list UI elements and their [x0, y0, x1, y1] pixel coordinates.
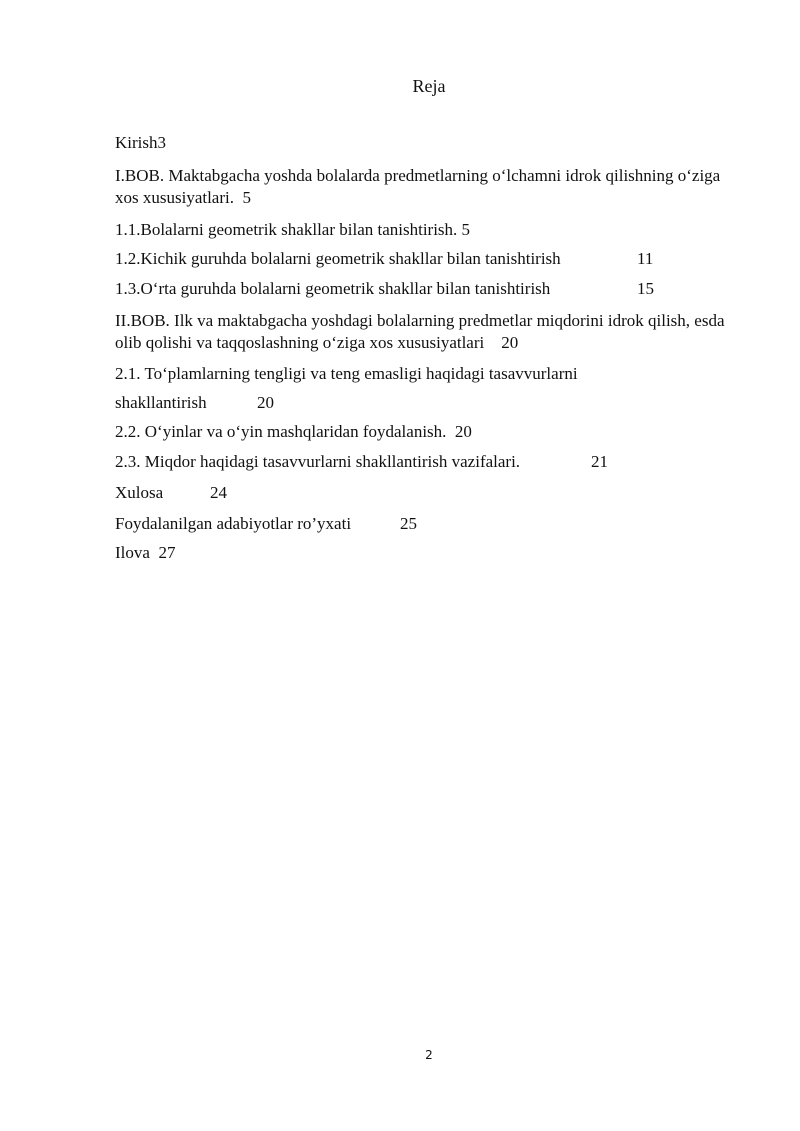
toc-entry-text: Kirish	[115, 133, 158, 152]
toc-entry-text: 1.2.Kichik guruhda bolalarni geometrik shakllar bilan tanishtirish	[115, 249, 561, 268]
toc-entry-2-3	[115, 451, 608, 473]
toc-entry-text: 2.3. Miqdor haqidagi tasavvurlarni shakllantirish vazifalari.	[115, 452, 521, 471]
toc-entry-page: 15	[637, 279, 654, 298]
toc-entry-text-line1: 2.1. To‘plamlarning tengligi va teng emasligi haqidagi tasavvurlarni	[115, 364, 578, 383]
toc-entry-page: 27	[158, 543, 176, 562]
toc-entry-text: I.BOB. Maktabgacha yoshda bolalarda predmetlarning o‘lchamni idrok qilishning o‘ziga xos xususiyatlari.	[115, 166, 721, 207]
toc-entry-1-3	[115, 278, 654, 300]
toc-entry-bob-1	[115, 165, 735, 209]
toc-entry-page: 5	[242, 188, 251, 207]
toc-entry-page: 5	[461, 220, 471, 239]
toc-entry-text: Ilova	[115, 543, 150, 562]
toc-entry-text: 2.2. O‘yinlar va o‘yin mashqlaridan foydalanish.	[115, 422, 447, 441]
toc-entry-bob-2	[115, 310, 735, 354]
toc-entry-text: II.BOB. Ilk va maktabgacha yoshdagi bolalarning predmetlar miqdorini idrok qilish, esda olib qolishi va taqqoslashning o‘ziga xos xususiyatlari	[115, 311, 725, 352]
toc-entry-text: Xulosa	[115, 483, 164, 502]
toc-entry-text: Foydalanilgan adabiyotlar ro’yxati	[115, 514, 352, 533]
toc-entry-text: 1.3.O‘rta guruhda bolalarni geometrik shakllar bilan tanishtirish	[115, 279, 551, 298]
toc-entry-text: 1.1.Bolalarni geometrik shakllar bilan tanishtirish.	[115, 220, 458, 239]
toc-entry-page: 20	[501, 333, 519, 352]
toc-entry-2-2	[115, 421, 472, 443]
toc-entry-1-2	[115, 248, 654, 270]
toc-entry-page: 21	[591, 452, 608, 471]
toc-entry-1-1	[115, 219, 470, 241]
toc-entry-page: 20	[454, 422, 472, 441]
toc-entry-adabiyotlar	[115, 513, 417, 535]
page-title: Reja	[412, 76, 446, 96]
toc-entry-xulosa	[115, 482, 227, 504]
toc-entry-2-1	[115, 363, 578, 385]
toc-entry-2-1-cont	[115, 392, 274, 414]
toc-entry-kirish	[115, 132, 166, 154]
toc-entry-ilova	[115, 542, 175, 564]
toc-entry-text-line2: shakllantirish	[115, 393, 207, 412]
toc-entry-page: 3	[157, 133, 166, 152]
toc-entry-page: 20	[257, 393, 274, 412]
toc-entry-page: 24	[210, 483, 227, 502]
page-number: 2	[425, 1048, 433, 1062]
toc-entry-page: 11	[637, 249, 654, 268]
toc-entry-page: 25	[400, 514, 417, 533]
